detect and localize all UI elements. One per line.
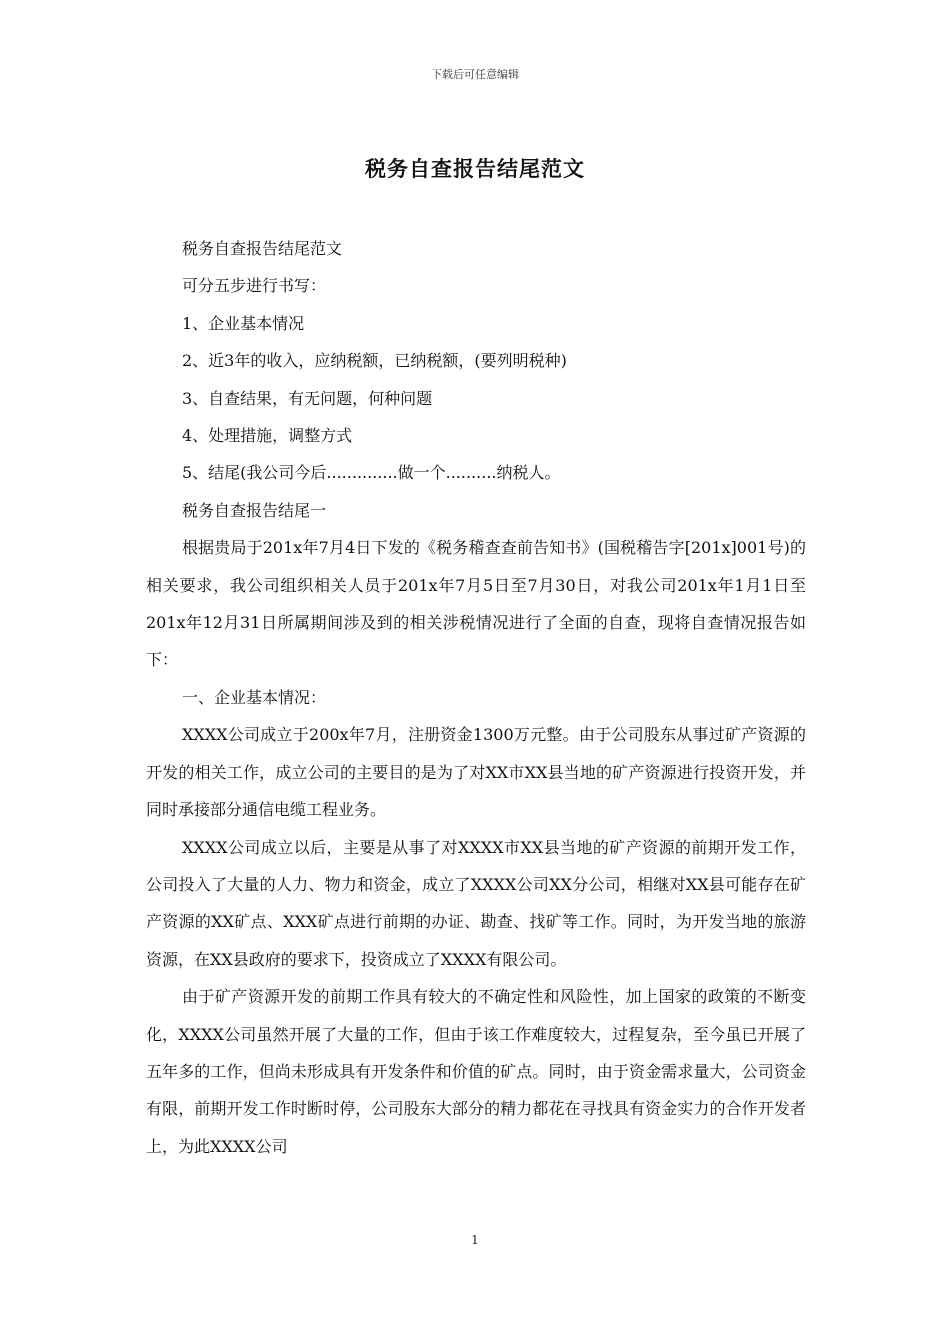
paragraph: 税务自查报告结尾范文 (182, 239, 343, 258)
document-body (146, 230, 806, 1165)
paragraph: 由于矿产资源开发的前期工作具有较大的不确定性和风险性，加上国家的政策的不断变化，XXXX公司虽然开展了大量的工作，但由于该工作难度较大，过程复杂，至今虽已开展了五年多的工作，但尚未形成具有开发条件和价值的矿点。同时，由于资金需求量大，公司资金有限，前期开发工作时断时停，公司股东大部分的精力都花在寻找具有资金实力的合作开发者上，为此XXXX公司 (146, 987, 806, 1156)
paragraph: 3、自查结果，有无问题，何种问题 (182, 388, 433, 408)
page-number: 1 (471, 1233, 479, 1247)
paragraph: 可分五步进行书写： (182, 276, 327, 296)
paragraph: XXXX公司成立于200x年7月，注册资金1300万元整。由于公司股东从事过矿产资源的开发的相关工作，成立公司的主要目的是为了对XX市XX县当地的矿产资源进行投资开发，并同时承接部分通信电缆工程业务。 (146, 725, 806, 820)
paragraph: 1、企业基本情况 (182, 313, 305, 333)
paragraph: 4、处理措施，调整方式 (182, 426, 353, 446)
paragraph: 根据贵局于201x年7月4日下发的《税务稽查查前告知书》(国税稽告字[201x]001号)的相关要求，我公司组织相关人员于201x年7月5日至7月30日，对我公司201x年1月1日至201x年12月31日所属期间涉及到的相关涉税情况进行了全面的自查，现将自查情况报告如下： (146, 538, 806, 670)
paragraph: 5、结尾(我公司今后..............做一个..........纳税人。 (182, 463, 561, 483)
paragraph: XXXX公司成立以后，主要是从事了对XXXX市XX县当地的矿产资源的前期开发工作，公司投入了大量的人力、物力和资金，成立了XXXX公司XX分公司，相继对XX县可能存在矿产资源的XX矿点、XXX矿点进行前期的办证、勘查、找矿等工作。同时，为开发当地的旅游资源，在XX县政府的要求下，投资成立了XXXX有限公司。 (146, 837, 806, 969)
paragraph: 一、企业基本情况： (182, 687, 327, 707)
paragraph: 税务自查报告结尾一 (182, 500, 327, 520)
paragraph: 2、近3年的收入，应纳税额，已纳税额，(要列明税种) (182, 351, 567, 371)
page-header: 下载后可任意编辑 (431, 68, 519, 81)
document-title: 税务自查报告结尾范文 (365, 156, 585, 181)
